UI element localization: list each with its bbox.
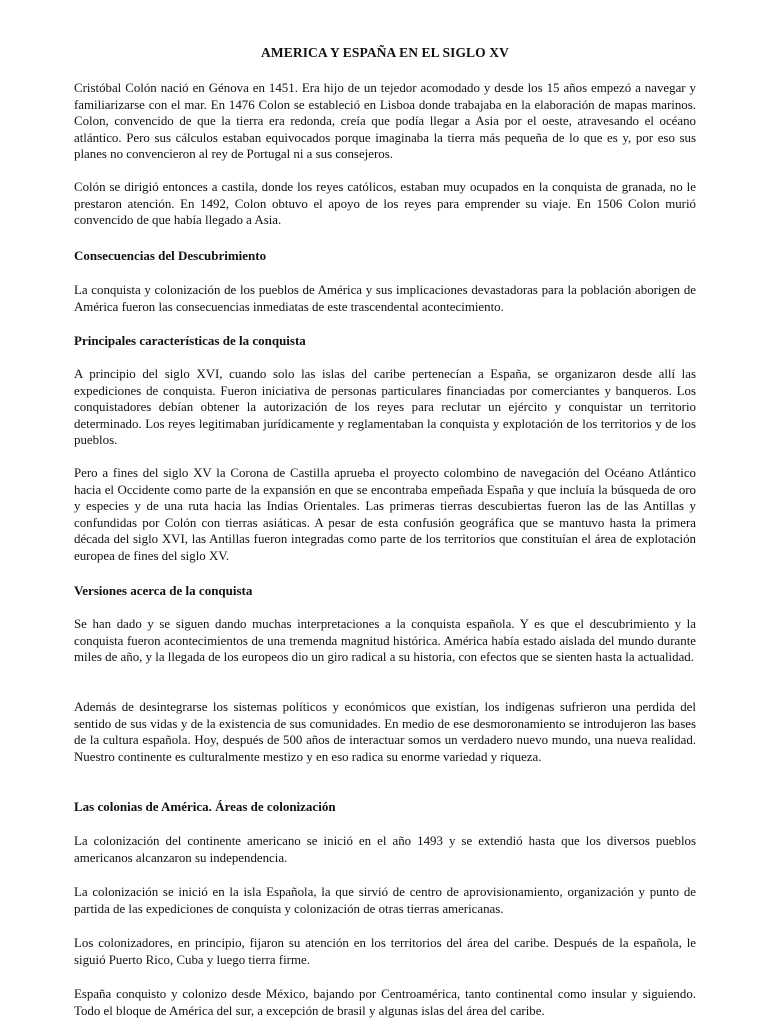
- document-title: AMERICA Y ESPAÑA EN EL SIGLO XV: [261, 45, 509, 60]
- document-page: [74, 0, 696, 1024]
- paragraph: Se han dado y se siguen dando muchas interpretaciones a la conquista española. Y es que el descubrimiento y la conquista fueron acontecimientos de una tremenda magnitud histórica. América había estado aislada del mundo durante miles de año, y la llegada de los europeos dio un giro radical a su historia, con efectos que se sienten hasta la actualidad.: [74, 617, 696, 665]
- paragraph: Los colonizadores, en principio, fijaron su atención en los territorios del área del caribe. Después de la española, le siguió Puerto Rico, Cuba y luego tierra firme.: [74, 936, 696, 967]
- paragraph: España conquisto y colonizo desde México, bajando por Centroamérica, tanto continental como insular y siguiendo. Todo el bloque de América del sur, a excepción de brasil y algunas islas del área del caribe.: [74, 987, 696, 1018]
- paragraph: La colonización del continente americano se inició en el año 1493 y se extendió hasta que los diversos pueblos americanos alcanzaron su independencia.: [74, 834, 696, 865]
- section-heading: Las colonias de América. Áreas de colonización: [74, 799, 336, 814]
- paragraph: A principio del siglo XVI, cuando solo las islas del caribe pertenecían a España, se organizaron desde allí las expediciones de conquista. Fueron iniciativa de personas particulares financiadas por comerciantes y banqueros. Los conquistadores debían obtener la autorización de los reyes para reclutar un ejército y conquistar un territorio determinado. Los reyes legitimaban jurídicamente y reglamentaban la conquista y explotación de los territorios y de los pueblos.: [74, 367, 696, 448]
- paragraph: La conquista y colonización de los pueblos de América y sus implicaciones devastadoras para la población aborigen de América fueron las consecuencias inmediatas de este trascendental acontecimiento.: [74, 283, 696, 314]
- section-heading: Versiones acerca de la conquista: [74, 583, 253, 598]
- paragraph: Además de desintegrarse los sistemas políticos y económicos que existían, los indígenas sufrieron una perdida del sentido de sus vidas y de la existencia de sus comunidades. En medio de ese desmoronamiento se introdujeron las bases de la cultura española. Hoy, después de 500 años de interactuar somos un verdadero nuevo mundo, una nueva realidad. Nuestro continente es culturalmente mestizo y en eso radica su enorme variedad y riqueza.: [74, 700, 696, 764]
- section-heading: Consecuencias del Descubrimiento: [74, 248, 267, 263]
- paragraph: Cristóbal Colón nació en Génova en 1451. Era hijo de un tejedor acomodado y desde los 15 años empezó a navegar y familiarizarse con el mar. En 1476 Colon se estableció en Lisboa donde trabajaba en la elaboración de mapas marinos. Colon, convencido de que la tierra era redonda, creía que podía llegar a Asia por el oeste, atravesando el océano atlántico. Pero sus cálculos estaban equivocados porque imaginaba la tierra más pequeña de lo que es y, por eso sus planes no convencieron al rey de Portugal ni a sus consejeros.: [74, 81, 696, 162]
- paragraph: La colonización se inició en la isla Española, la que sirvió de centro de aprovisionamiento, organización y punto de partida de las expediciones de conquista y colonización de otras tierras americanas.: [74, 885, 696, 916]
- paragraph: Colón se dirigió entonces a castila, donde los reyes católicos, estaban muy ocupados en la conquista de granada, no le prestaron atención. En 1492, Colon obtuvo el apoyo de los reyes para emprender su viaje. En 1506 Colon murió convencido de que había llegado a Asia.: [74, 180, 696, 228]
- section-heading: Principales características de la conquista: [74, 333, 306, 348]
- paragraph: Pero a fines del siglo XV la Corona de Castilla aprueba el proyecto colombino de navegación del Océano Atlántico hacia el Occidente como parte de la expansión en que se encontraba empeñada España y que incluía la búsqueda de oro y especies y de una ruta hacia las Indias Orientales. Las primeras tierras descubiertas fueron las de las Antillas y confundidas por Colón con tierras asiáticas. A pesar de esta confusión geográfica que se mantuvo hasta la primera década del siglo XVI, las Antillas fueron integradas como parte de los territorios que constituían el área de explotación europea de fines del siglo XV.: [74, 466, 696, 563]
